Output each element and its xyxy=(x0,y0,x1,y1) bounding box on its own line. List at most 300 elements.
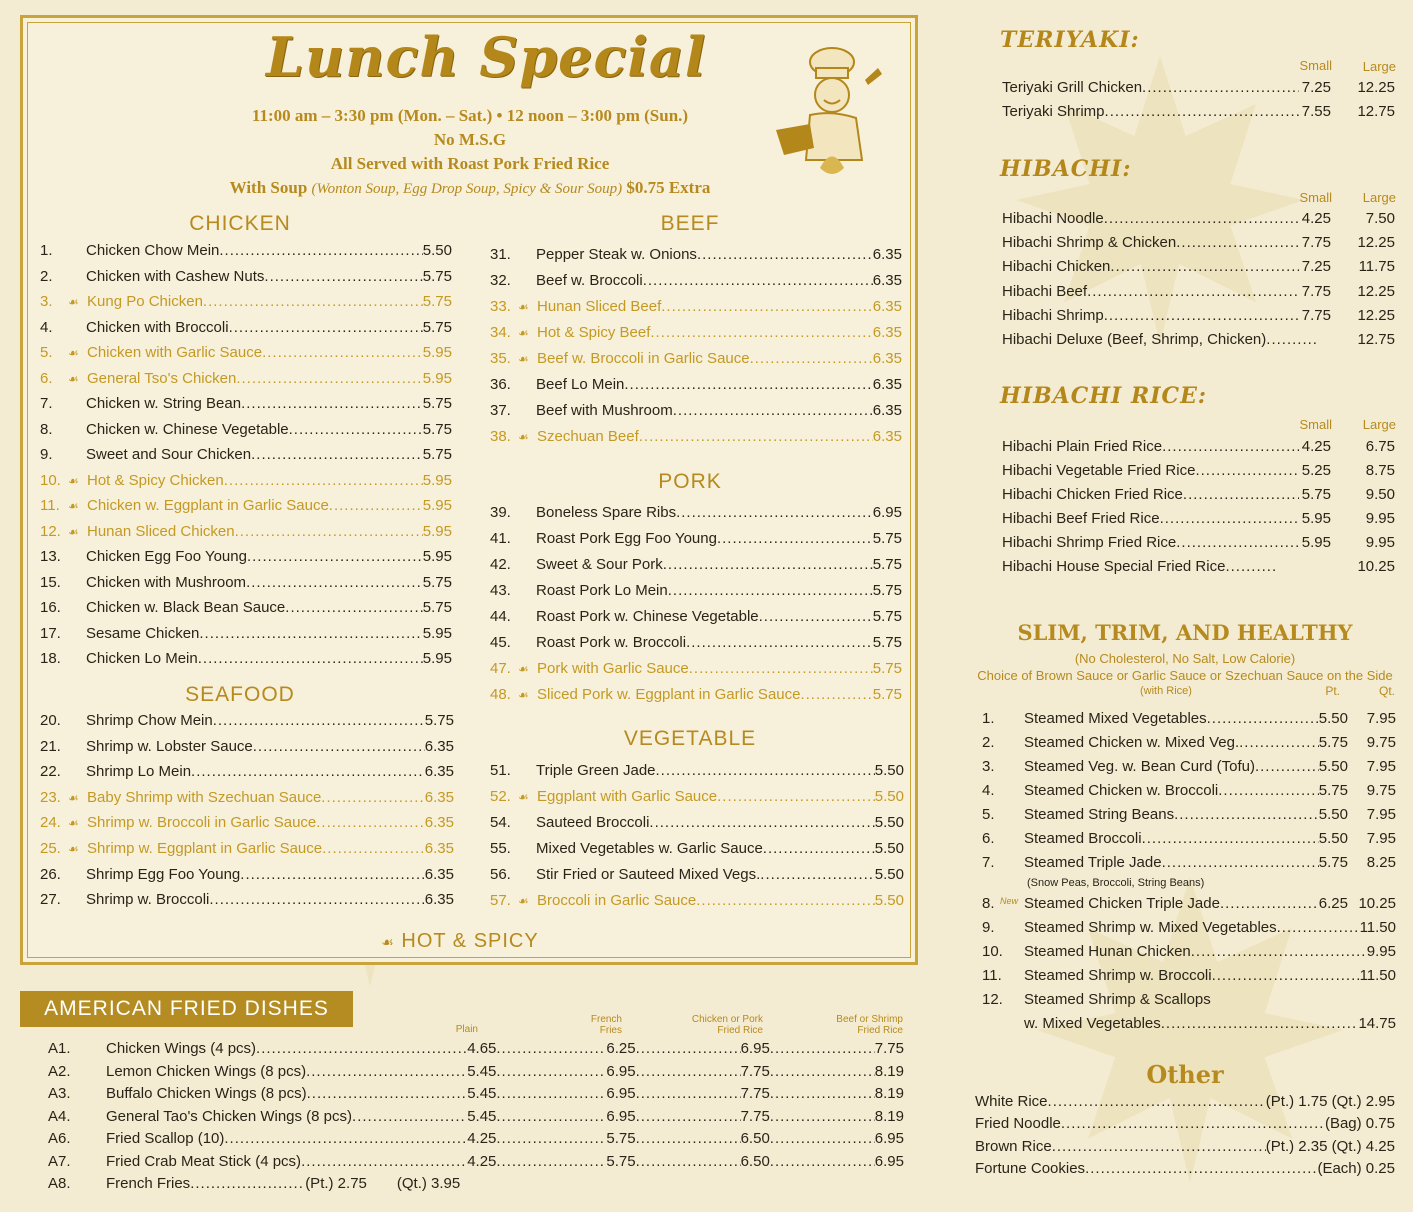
menu-item-chicken-w-string-bean xyxy=(40,395,452,412)
item-number: A1. xyxy=(48,1040,71,1057)
item-number: 17. xyxy=(40,624,61,642)
slim-item-steamed-mixed-vegetables xyxy=(982,710,1396,727)
item-name: Boneless Spare Ribs xyxy=(536,504,677,521)
price-pt: 5.50 xyxy=(1318,710,1348,727)
menu-item-hot-spicy-beef xyxy=(490,324,902,341)
chicken-heading: CHICKEN xyxy=(189,212,291,235)
menu-item-pork-with-garlic-sauce xyxy=(490,660,902,677)
item-name: Broccoli in Garlic Sauce xyxy=(537,892,697,909)
item-price: 5.95 xyxy=(422,548,452,565)
item-name: Shrimp w. Broccoli xyxy=(86,891,210,909)
item-name: Fried Scallop (10) xyxy=(106,1130,225,1147)
item-price: 6.95 xyxy=(872,504,902,521)
menu-item-mixed-vegetables-w-garlic-sauce xyxy=(490,840,904,857)
menu-item-shrimp-egg-foo-young xyxy=(40,866,454,883)
price-beef-shrimp: 8.19 xyxy=(874,1107,904,1125)
item-price: 5.75 xyxy=(422,318,452,336)
chili-icon: ☙ xyxy=(68,473,79,488)
item-name: Chicken w. Chinese Vegetable xyxy=(86,420,289,438)
hibachi-large-label: Large xyxy=(1362,190,1396,205)
slim-qt-label: Qt. xyxy=(1378,684,1395,698)
price-chicken-pork: 6.50 xyxy=(740,1130,770,1147)
item-price: 6.35 xyxy=(872,376,902,393)
menu-item-triple-green-jade xyxy=(490,762,904,779)
triple-jade-note: (Snow Peas, Broccoli, String Beans) xyxy=(1027,877,1205,889)
item-name: Fortune Cookies xyxy=(975,1159,1086,1177)
item-number: 37. xyxy=(490,402,511,419)
item-price: 5.50 xyxy=(874,762,904,779)
item-number: 10. xyxy=(982,943,1003,960)
item-price: 6.35 xyxy=(872,298,902,315)
item-number: 48. xyxy=(490,686,511,703)
item-number: 55. xyxy=(490,840,511,857)
slim-item-steamed-broccoli xyxy=(982,830,1396,847)
other-item-fortune-cookies xyxy=(975,1160,1395,1177)
item-number: 1. xyxy=(40,242,53,259)
chili-icon: ☙ xyxy=(68,346,79,360)
price-fries: 6.95 xyxy=(606,1085,636,1102)
item-number: 7. xyxy=(982,854,995,871)
item-price: (Pt.) 2.35 (Qt.) 4.25 xyxy=(1265,1137,1395,1155)
item-number: 2. xyxy=(982,734,995,751)
menu-item-hunan-sliced-chicken xyxy=(40,523,452,540)
price-small: 5.25 xyxy=(1301,462,1331,479)
chili-icon: ☙ xyxy=(68,790,79,805)
item-name: Sweet and Sour Chicken xyxy=(86,446,252,463)
item-name: Hibachi Beef xyxy=(1002,282,1088,300)
price-plain: 5.45 xyxy=(467,1085,497,1102)
menu-item-hot-spicy-chicken xyxy=(40,472,452,489)
item-price: (Pt.) 1.75 (Qt.) 2.95 xyxy=(1265,1093,1395,1110)
item-number: 25. xyxy=(40,840,61,857)
item-name: Sesame Chicken xyxy=(86,624,200,642)
item-price: 5.95 xyxy=(422,471,452,489)
price-large: 8.75 xyxy=(1365,462,1395,479)
item-number: A2. xyxy=(48,1062,71,1080)
menu-item-sweet-sour-pork xyxy=(490,556,902,573)
menu-item-boneless-spare-ribs xyxy=(490,504,902,521)
hibachi-rice-large-label: Large xyxy=(1362,417,1396,432)
price-large: 12.25 xyxy=(1357,282,1395,300)
item-price: 6.35 xyxy=(872,324,902,341)
chili-icon: ☙ xyxy=(68,295,79,309)
menu-item-chicken-lo-mein xyxy=(40,650,452,667)
menu-item-shrimp-chow-mein xyxy=(40,712,454,729)
price-chicken-pork: 7.75 xyxy=(740,1107,770,1125)
vegetable-heading: VEGETABLE xyxy=(623,727,757,750)
menu-item-stir-fried-or-sauteed-mixed-vegs xyxy=(490,866,904,883)
item-name: Baby Shrimp with Szechuan Sauce xyxy=(87,788,322,806)
menu-item-roast-pork-w-chinese-vegetable xyxy=(490,608,902,625)
item-price: 5.75 xyxy=(872,686,902,703)
price-qt: 9.75 xyxy=(1366,734,1396,751)
item-name: Hunan Sliced Beef xyxy=(537,298,662,315)
item-name: Hibachi Vegetable Fried Rice xyxy=(1002,462,1196,479)
chili-icon: ☙ xyxy=(68,371,79,386)
hibachi-heading: HIBACHI: xyxy=(1000,156,1132,182)
item-number: 35. xyxy=(490,350,511,367)
item-number: 1. xyxy=(982,710,995,727)
item-price: 5.75 xyxy=(872,660,902,677)
item-name: Sauteed Broccoli xyxy=(536,814,650,831)
teriyaki-heading: TERIYAKI: xyxy=(1000,27,1140,53)
item-name: Buffalo Chicken Wings (8 pcs) xyxy=(106,1085,307,1102)
item-price: 5.75 xyxy=(872,608,902,625)
american-item-buffalo-chicken-wings-8-pcs xyxy=(48,1085,904,1102)
chili-icon: ☙ xyxy=(518,352,529,366)
item-name: Chicken Wings (4 pcs) xyxy=(106,1040,257,1057)
item-name: Shrimp w. Broccoli in Garlic Sauce xyxy=(87,814,317,832)
price-small: 7.75 xyxy=(1301,282,1331,300)
price-large: 7.50 xyxy=(1365,210,1395,227)
other-item-white-rice xyxy=(975,1093,1395,1110)
soup-note xyxy=(100,178,840,198)
price-pt: 5.50 xyxy=(1318,758,1348,775)
slim-item-steamed-chicken-w-broccoli xyxy=(982,782,1396,799)
menu-item-chicken-w-eggplant-in-garlic-sauce xyxy=(40,497,452,514)
price-pt: 5.50 xyxy=(1318,806,1348,823)
price-plain: 4.25 xyxy=(467,1152,497,1170)
item-price: 5.95 xyxy=(422,650,452,667)
menu-item-hibachi-chicken xyxy=(1002,258,1395,275)
item-price: 6.35 xyxy=(424,814,454,832)
french-fries-row: A8. French Fries ..... (Pt.) 2.75 (Qt.) 3.95 xyxy=(48,1175,488,1192)
menu-item-chicken-egg-foo-young xyxy=(40,548,452,565)
american-heading: AMERICAN FRIED DISHES xyxy=(44,997,329,1020)
american-item-general-tao-s-chicken-wings-8-pcs xyxy=(48,1108,904,1125)
price-small: 7.25 xyxy=(1301,258,1331,276)
item-price: 5.75 xyxy=(872,582,902,599)
item-name: Steamed String Beans xyxy=(1024,806,1175,823)
price-large: 11.75 xyxy=(1358,258,1395,276)
slim-item-steamed-string-beans xyxy=(982,806,1396,823)
item-name: Chicken Egg Foo Young xyxy=(86,548,247,565)
menu-item-eggplant-with-garlic-sauce xyxy=(490,788,904,805)
menu-item-hibachi-plain-fried-rice xyxy=(1002,438,1395,455)
item-number: A7. xyxy=(48,1152,71,1170)
item-number: 10. xyxy=(40,471,61,489)
slim-item-steamed-triple-jade xyxy=(982,854,1396,871)
item-name: Chicken w. Eggplant in Garlic Sauce xyxy=(87,497,329,514)
item-number: 42. xyxy=(490,556,511,573)
item-name: Brown Rice xyxy=(975,1137,1052,1155)
item-price: 5.95 xyxy=(422,624,452,642)
price-large: 9.95 xyxy=(1365,510,1395,527)
item-price: 5.75 xyxy=(872,634,902,651)
item-price: 5.75 xyxy=(872,556,902,573)
item-price: 5.75 xyxy=(422,446,452,463)
menu-item-hibachi-beef-fried-rice xyxy=(1002,510,1395,527)
american-item-fried-scallop-10 xyxy=(48,1130,904,1147)
price-large: 9.50 xyxy=(1365,486,1395,503)
hibachi-rice-heading: HIBACHI RICE: xyxy=(1000,383,1207,409)
price-beef-shrimp: 6.95 xyxy=(874,1152,904,1170)
item-name: Beef with Mushroom xyxy=(536,402,673,419)
item-name: Chicken w. String Bean xyxy=(86,395,242,412)
item-name: Beef Lo Mein xyxy=(536,376,625,393)
lunch-hours: 11:00 am – 3:30 pm (Mon. – Sat.) • 12 noon – 3:00 pm (Sun.) xyxy=(251,106,689,125)
item-number: 32. xyxy=(490,272,511,289)
menu-item-szechuan-beef xyxy=(490,428,902,445)
item-number: 3. xyxy=(982,758,995,775)
item-name: Hunan Sliced Chicken xyxy=(87,522,235,540)
chili-icon: ☙ xyxy=(68,842,79,856)
menu-item-chicken-w-chinese-vegetable xyxy=(40,421,452,438)
price-qt: 7.95 xyxy=(1366,806,1396,823)
menu-item-hibachi-shrimp-fried-rice xyxy=(1002,534,1395,551)
slim-with-rice: (with Rice) xyxy=(1140,685,1192,697)
item-number: 38. xyxy=(490,428,511,445)
item-name: Steamed Shrimp w. Mixed Vegetables xyxy=(1024,919,1277,936)
item-number: 6. xyxy=(40,369,53,387)
no-msg-note: No M.S.G xyxy=(433,130,507,149)
menu-item-baby-shrimp-with-szechuan-sauce xyxy=(40,789,454,806)
item-price: 6.35 xyxy=(424,737,454,755)
menu-item-roast-pork-lo-mein xyxy=(490,582,902,599)
item-name: Chicken with Broccoli xyxy=(86,318,229,336)
item-price: 5.75 xyxy=(424,712,454,729)
price-fries: 6.25 xyxy=(606,1040,636,1057)
item-number: 4. xyxy=(40,318,53,336)
price-small: 7.75 xyxy=(1301,234,1331,252)
item-name: Steamed Mixed Vegetables xyxy=(1024,710,1207,727)
item-number: 11. xyxy=(982,967,1002,984)
price-small: 5.95 xyxy=(1301,510,1331,527)
price-large: 12.75 xyxy=(1357,103,1395,120)
item-number: 15. xyxy=(40,573,61,591)
menu-item-chicken-w-black-bean-sauce xyxy=(40,599,452,616)
item-name: Hot & Spicy Chicken xyxy=(87,471,224,489)
menu-item-shrimp-w-broccoli-in-garlic-sauce xyxy=(40,814,454,831)
item-price: 5.50 xyxy=(874,788,904,805)
item-number: 2. xyxy=(40,267,53,285)
price-small: 5.75 xyxy=(1301,486,1331,503)
price-qt: 7.95 xyxy=(1366,758,1396,775)
item-name: Steamed Shrimp w. Broccoli xyxy=(1024,967,1212,984)
price-large: 12.25 xyxy=(1357,79,1395,96)
item-price: 5.95 xyxy=(422,369,452,387)
price-qt: 9.75 xyxy=(1366,782,1396,799)
served-with-note: All Served with Roast Pork Fried Rice xyxy=(330,154,610,173)
item-number: 18. xyxy=(40,650,61,667)
item-price: 5.75 xyxy=(872,530,902,547)
item-number: 5. xyxy=(982,806,995,823)
menu-item-hibachi-shrimp-chicken xyxy=(1002,234,1395,251)
price-pt: 5.50 xyxy=(1318,830,1348,847)
item-price: 6.35 xyxy=(424,891,454,909)
menu-item-shrimp-lo-mein xyxy=(40,763,454,780)
price-large: 12.75 xyxy=(1357,331,1395,348)
lunch-special-title: Lunch Special xyxy=(266,25,707,89)
item-name: Steamed Hunan Chicken xyxy=(1024,943,1191,960)
price-small: 7.75 xyxy=(1301,306,1331,324)
item-number: 9. xyxy=(40,446,53,463)
item-name: Chicken w. Black Bean Sauce xyxy=(86,599,286,616)
item-number: 57. xyxy=(490,892,511,909)
item-name: Steamed Broccoli xyxy=(1024,830,1142,847)
chili-icon: ☙ xyxy=(518,430,529,444)
item-price: 6.35 xyxy=(872,428,902,445)
item-price: 6.35 xyxy=(424,788,454,806)
item-name: Hibachi Chicken xyxy=(1002,258,1111,276)
soup-price: $0.75 Extra xyxy=(626,178,711,197)
slim-item-steamed-veg-w-bean-curd-tofu xyxy=(982,758,1396,775)
item-name: Chicken with Cashew Nuts xyxy=(86,267,265,285)
item-name: Roast Pork Lo Mein xyxy=(536,582,668,599)
price-plain: 5.45 xyxy=(467,1107,497,1125)
item-name: Lemon Chicken Wings (8 pcs) xyxy=(106,1062,307,1080)
item-name: Steamed Chicken w. Broccoli xyxy=(1024,782,1219,799)
item-price: 6.35 xyxy=(424,865,454,883)
item-number: 7. xyxy=(40,395,53,412)
new-badge: New xyxy=(1000,896,1019,906)
item-name: Stir Fried or Sauteed Mixed Vegs. xyxy=(536,866,761,883)
hibachi-rice-small-label: Small xyxy=(1299,417,1332,432)
item-name: Steamed Chicken Triple Jade xyxy=(1024,895,1220,912)
item-name: Teriyaki Grill Chicken xyxy=(1002,79,1143,96)
item-name: Chicken with Mushroom xyxy=(86,573,247,591)
item-number: 16. xyxy=(40,599,61,616)
item-number: 8. xyxy=(982,895,995,912)
item-number: A4. xyxy=(48,1107,71,1125)
american-item-lemon-chicken-wings-8-pcs xyxy=(48,1063,904,1080)
item-number: 34. xyxy=(490,324,511,341)
menu-item-sliced-pork-w-eggplant-in-garlic-sauce xyxy=(490,686,902,703)
price-qt: 7.95 xyxy=(1366,830,1396,847)
item-number: 5. xyxy=(40,344,53,361)
item-name: Beef w. Broccoli in Garlic Sauce xyxy=(537,350,750,367)
menu-item-shrimp-w-lobster-sauce xyxy=(40,738,454,755)
item-name: Hibachi Noodle xyxy=(1002,210,1104,227)
hibachi-small-label: Small xyxy=(1299,190,1332,205)
price-large: 12.25 xyxy=(1357,234,1395,252)
chili-icon: ☙ xyxy=(68,524,79,539)
item-price: 6.35 xyxy=(872,246,902,263)
item-number: A3. xyxy=(48,1085,71,1102)
item-name: Steamed Chicken w. Mixed Veg. xyxy=(1024,734,1240,751)
chili-icon: ☙ xyxy=(68,816,79,831)
menu-item-shrimp-w-eggplant-in-garlic-sauce xyxy=(40,840,454,857)
menu-item-roast-pork-egg-foo-young xyxy=(490,530,902,547)
item-number: 20. xyxy=(40,712,61,729)
item-number: 41. xyxy=(490,530,511,547)
pork-heading: PORK xyxy=(658,470,722,493)
menu-item-sesame-chicken xyxy=(40,625,452,642)
item-price: 6.35 xyxy=(424,763,454,781)
item-number: 26. xyxy=(40,865,61,883)
chili-icon: ☙ xyxy=(518,790,529,804)
item-name: Szechuan Beef xyxy=(537,428,639,445)
menu-item-teriyaki-shrimp xyxy=(1002,103,1395,120)
item-name: Pork with Garlic Sauce xyxy=(537,660,689,677)
item-name: Hibachi Plain Fried Rice xyxy=(1002,438,1163,455)
menu-item-teriyaki-grill-chicken xyxy=(1002,79,1395,96)
item-number: 54. xyxy=(490,814,511,831)
item-name: General Tao's Chicken Wings (8 pcs) xyxy=(106,1107,353,1125)
price-plain: 4.65 xyxy=(467,1040,497,1057)
item-price: 5.95 xyxy=(422,497,452,514)
item-name: Triple Green Jade xyxy=(536,762,656,779)
item-price: 6.35 xyxy=(872,402,902,419)
price-pt: 5.75 xyxy=(1318,782,1348,799)
col-beef-shrimp: Beef or Shrimp Fried Rice xyxy=(836,1014,903,1036)
item-number: 8. xyxy=(40,420,53,438)
col-plain: Plain xyxy=(455,1024,478,1035)
price-pt: 6.25 xyxy=(1318,895,1348,912)
item-price: 5.75 xyxy=(422,267,452,285)
menu-item-hibachi-deluxe-beef-shrimp-chicken xyxy=(1002,331,1395,348)
price-beef-shrimp: 7.75 xyxy=(874,1040,904,1057)
menu-item-roast-pork-w-broccoli xyxy=(490,634,902,651)
item-number: 52. xyxy=(490,788,511,805)
item-name: Roast Pork w. Broccoli xyxy=(536,634,687,651)
item-name: Chicken Lo Mein xyxy=(86,650,198,667)
slim-item-steamed-hunan-chicken xyxy=(982,943,1396,960)
menu-item-chicken-chow-mein xyxy=(40,242,452,259)
menu-item-broccoli-in-garlic-sauce xyxy=(490,892,904,909)
slim-item-12: 12. Steamed Shrimp & Scallops xyxy=(982,991,1211,1008)
item-name: Hibachi Shrimp xyxy=(1002,306,1104,324)
menu-item-hibachi-shrimp xyxy=(1002,307,1395,324)
slim-item-steamed-shrimp-w-broccoli xyxy=(982,967,1396,984)
col-chicken-pork: Chicken or Pork Fried Rice xyxy=(691,1014,763,1036)
price-small: 5.95 xyxy=(1301,534,1331,551)
item-price: 6.35 xyxy=(872,350,902,367)
price-pt: 5.75 xyxy=(1318,854,1348,871)
item-number: 3. xyxy=(40,293,53,310)
slim-heading: SLIM, TRIM, AND HEALTHY xyxy=(1017,620,1353,645)
item-name: Hibachi Deluxe (Beef, Shrimp, Chicken) xyxy=(1002,331,1267,348)
item-number: 31. xyxy=(490,246,511,263)
menu-item-chicken-with-mushroom xyxy=(40,574,452,591)
item-number: 23. xyxy=(40,788,61,806)
item-price: 5.75 xyxy=(422,573,452,591)
hot-spicy-legend: ☙ HOT & SPICY xyxy=(381,930,539,952)
price-small: 4.25 xyxy=(1301,210,1331,227)
item-price: 5.75 xyxy=(422,420,452,438)
menu-item-beef-lo-mein xyxy=(490,376,902,393)
item-price: 6.35 xyxy=(872,272,902,289)
other-item-fried-noodle xyxy=(975,1115,1395,1132)
item-name: Steamed Triple Jade xyxy=(1024,854,1162,871)
item-number: 11. xyxy=(40,497,60,514)
slim-item-steamed-chicken-triple-jade xyxy=(982,895,1396,912)
slim-pt-label: Pt. xyxy=(1325,684,1340,698)
item-number: 36. xyxy=(490,376,511,393)
slim-subtitle-2: Choice of Brown Sauce or Garlic Sauce or Szechuan Sauce on the Side xyxy=(977,668,1393,683)
col-fries: French Fries xyxy=(590,1014,622,1036)
item-number: 39. xyxy=(490,504,511,521)
slim-item-12-cont: w. Mixed Vegetables ..... 14.75 xyxy=(1024,1015,1396,1032)
menu-item-pepper-steak-w-onions xyxy=(490,246,902,263)
price-qt: 7.95 xyxy=(1366,710,1396,727)
menu-item-hibachi-beef xyxy=(1002,283,1395,300)
item-name: Fried Noodle xyxy=(975,1115,1061,1133)
item-name: Roast Pork Egg Foo Young xyxy=(536,530,717,547)
item-number: 21. xyxy=(40,737,61,755)
price-chicken-pork: 6.50 xyxy=(740,1152,770,1170)
item-name: Sliced Pork w. Eggplant in Garlic Sauce xyxy=(537,686,801,703)
item-name: Shrimp w. Lobster Sauce xyxy=(86,737,253,755)
item-price: 6.35 xyxy=(424,840,454,857)
price-plain: 5.45 xyxy=(467,1062,497,1080)
item-name: Shrimp Lo Mein xyxy=(86,763,192,781)
other-item-brown-rice xyxy=(975,1138,1395,1155)
item-price: 5.50 xyxy=(874,866,904,883)
american-heading-banner xyxy=(20,991,353,1027)
menu-item-hibachi-chicken-fried-rice xyxy=(1002,486,1395,503)
item-number: 22. xyxy=(40,763,61,781)
